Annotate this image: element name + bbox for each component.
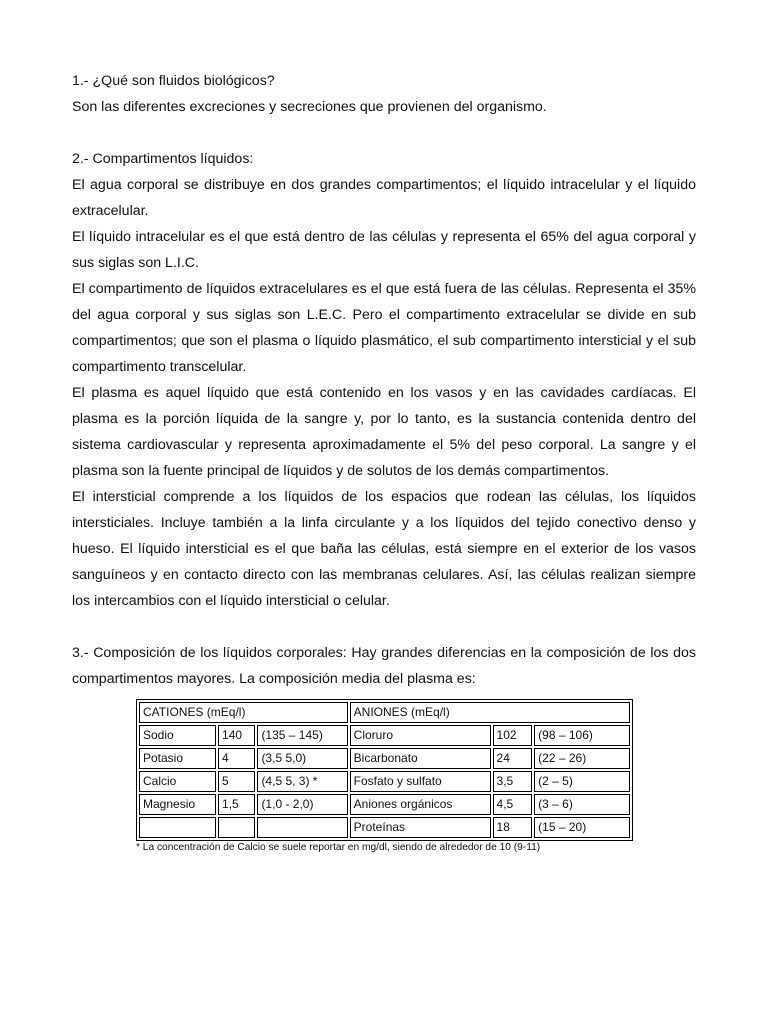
question-1: 1.- ¿Qué son fluidos biológicos?	[72, 73, 275, 89]
table-row	[139, 725, 630, 746]
table-cell: Calcio	[139, 771, 216, 792]
table-row	[139, 771, 630, 792]
table-cell: Sodio	[139, 725, 216, 746]
table-cell: (15 – 20)	[534, 817, 630, 838]
cations-header: CATIONES (mEq/l)	[139, 702, 348, 723]
table-cell: 1,5	[218, 794, 255, 815]
table-cell	[139, 817, 216, 838]
table-cell: Bicarbonato	[350, 748, 491, 769]
table-cell: Aniones orgánicos	[350, 794, 491, 815]
paragraph: El plasma es aquel líquido que está contenido en los vasos y en las cavidades cardíacas. El plasma es la porción líquida de la sangre y, por lo tanto, es la sustancia contenida dentro del sistema cardiovascular y representa aproximadamente el 5% del peso corporal. La sangre y el plasma son la fuente principal de líquidos y de solutos de los demás compartimentos.	[72, 385, 696, 479]
table-cell: 5	[218, 771, 255, 792]
table-cell	[218, 817, 255, 838]
table-row	[139, 817, 630, 838]
table-row	[139, 748, 630, 769]
table-cell: (22 – 26)	[534, 748, 630, 769]
table-cell: 4	[218, 748, 255, 769]
table-row	[139, 794, 630, 815]
heading-3-intro: 3.- Composición de los líquidos corporales: Hay grandes diferencias en la composición de los dos compartimentos mayores. La composición media del plasma es:	[72, 645, 696, 687]
table-cell: (4,5 5, 3) *	[257, 771, 347, 792]
paragraph-gap	[72, 120, 696, 146]
paragraph: El intersticial comprende a los líquidos de los espacios que rodean las células, los líquidos intersticiales. Incluye también a la linfa circulante y a los líquidos del tejido conectivo denso y hueso. El líquido intersticial es el que baña las células, está siempre en el exterior de los vasos sanguíneos y en contacto directo con las membranas celulares. Así, las células realizan siempre los intercambios con el líquido intersticial o celular.	[72, 489, 696, 609]
paragraph: El compartimento de líquidos extracelulares es el que está fuera de las células. Representa el 35% del agua corporal y sus siglas son L.E.C. Pero el compartimento extracelular se divide en sub compartimentos; que son el plasma o líquido plasmático, el sub compartimento intersticial y el sub compartimento transcelular.	[72, 281, 696, 375]
table-cell: Magnesio	[139, 794, 216, 815]
table-cell: 4,5	[493, 794, 533, 815]
table-cell: 18	[493, 817, 533, 838]
table-cell: (2 – 5)	[534, 771, 630, 792]
table-cell: 24	[493, 748, 533, 769]
table-cell: (3 – 6)	[534, 794, 630, 815]
table-cell: (98 – 106)	[534, 725, 630, 746]
footnote: * La concentración de Calcio se suele reportar en mg/dl, siendo de alrededor de 10 (9-11)	[136, 842, 541, 853]
anions-header: ANIONES (mEq/l)	[350, 702, 630, 723]
composition-table-wrap	[136, 699, 633, 841]
table-cell: (3,5 5,0)	[257, 748, 347, 769]
table-cell: Potasio	[139, 748, 216, 769]
table-cell: Fosfato y sulfato	[350, 771, 491, 792]
paragraph: El líquido intracelular es el que está dentro de las células y representa el 65% del agua corporal y sus siglas son L.I.C.	[72, 229, 696, 271]
paragraph: El agua corporal se distribuye en dos grandes compartimentos; el líquido intracelular y el líquido extracelular.	[72, 177, 696, 219]
heading-2: 2.- Compartimentos líquidos:	[72, 151, 254, 167]
paragraph-gap	[72, 614, 696, 640]
table-cell: (1,0 - 2,0)	[257, 794, 347, 815]
table-cell: 3,5	[493, 771, 533, 792]
table-cell: 140	[218, 725, 255, 746]
table-cell: 102	[493, 725, 533, 746]
table-header-row	[139, 702, 630, 723]
answer-1: Son las diferentes excreciones y secreciones que provienen del organismo.	[72, 99, 547, 115]
table-cell: Cloruro	[350, 725, 491, 746]
plasma-composition-table	[136, 699, 633, 841]
table-cell: (135 – 145)	[257, 725, 347, 746]
table-cell: Proteínas	[350, 817, 491, 838]
table-cell	[257, 817, 347, 838]
